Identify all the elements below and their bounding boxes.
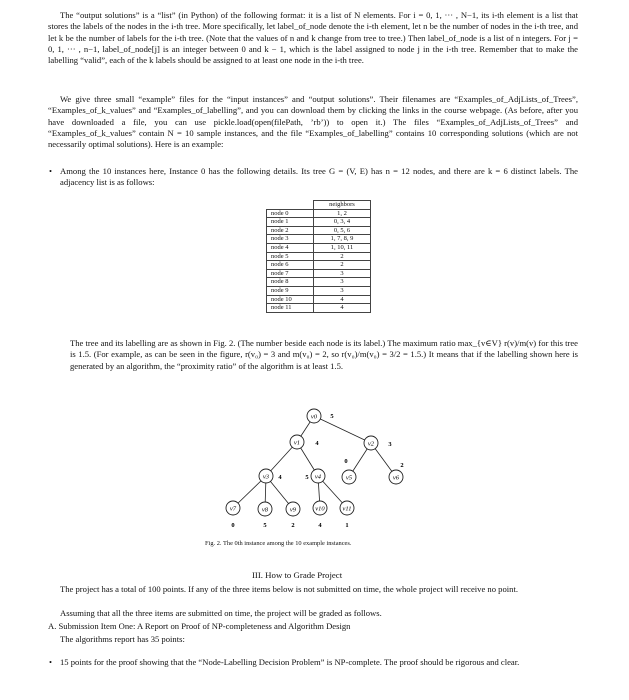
paragraph-grading [48,584,578,595]
paragraph-text: The algorithms report has 35 points: [60,634,185,644]
table-cell-neighbors: 0, 5, 6 [314,226,371,235]
table-cell-node: node 4 [267,243,314,252]
tree-node-name: v9 [289,506,297,514]
tree-node-name: v4 [314,473,322,481]
table-cell-node: node 3 [267,235,314,244]
table-cell-neighbors: 1, 7, 8, 9 [314,235,371,244]
table-cell-node: node 9 [267,286,314,295]
tree-node-name: v10 [315,505,325,513]
table-cell-neighbors: 3 [314,278,371,287]
tree-node-name: v11 [342,505,352,513]
tree-node-label: 4 [315,440,319,447]
table-cell-node: node 0 [267,209,314,218]
tree-edge [314,416,371,443]
table-cell-neighbors: 1, 2 [314,209,371,218]
tree-node-name: v0 [310,413,318,421]
table-cell-node: node 5 [267,252,314,261]
section-heading: III. How to Grade Project [252,570,343,580]
paragraph-text: The project has a total of 100 points. If any of the three items below is not submitted on time, the whole project will receive no point. [60,584,518,594]
table-cell-neighbors: 3 [314,269,371,278]
paragraph-text: Assuming that all the three items are submitted on time, the project will be graded as follows. [60,608,382,618]
table-cell-node: node 10 [267,295,314,304]
bullet-icon: • [49,166,53,176]
tree-node-label: 5 [263,522,267,529]
tree-node-label: 5 [330,413,334,420]
table-cell-neighbors: 4 [314,295,371,304]
table-cell-neighbors: 2 [314,252,371,261]
tree-node-label: 0 [344,458,348,465]
table-cell-neighbors: 0, 3, 4 [314,218,371,227]
tree-node-name: v1 [293,439,301,447]
tree-node-label: 4 [318,522,322,529]
tree-node-label: 3 [388,441,392,448]
tree-node-name: v8 [261,506,269,514]
table-cell-neighbors: 4 [314,304,371,313]
paragraph-report-points [48,634,578,645]
tree-node-label: 1 [345,522,349,529]
bullet-icon: • [49,657,53,667]
table-cell-node: node 7 [267,269,314,278]
table-cell-neighbors: 2 [314,261,371,270]
table-cell-node: node 2 [267,226,314,235]
tree-node-label: 5 [305,474,309,481]
paragraph-text: We give three small “example” files for the “input instances” and “output solutions”. Their filenames are “Examples_of_AdjLists_of_Trees”, “Examples_of_k_values” and “Examples_of_labelling”, and you can download them by clicking the links in the course webpage. (As before, after you have downloaded a file, you can use pickle.load(open(filePath, ’rb’)) to open it.) The files “Examples_of_AdjLists_of_Trees” and “Examples_of_k_values” contain N = 10 sample instances, and the file “Examples_of_labelling” contains 10 corresponding solutions (which are not necessarily optimal solutions). Here is an example: [48,94,578,150]
subsection-heading: A. Submission Item One: A Report on Proof of NP-completeness and Algorithm Design [48,621,351,631]
tree-node-label: 2 [400,462,404,469]
tree-node-name: v3 [262,473,270,481]
tree-node-label: 2 [291,522,295,529]
paragraph-text: The “output solutions” is a “list” (in Python) of the following format: it is a list of N elements. For i = 0, 1, ··· , N−1, its i-th element is a list that stores the labels of the nodes in the i-th tree. More specifically, let label_of_node denote the i-th element, let n be the number of nodes in the i-th tree, and let k be the number of labels for the i-th tree. (Note that the values of n and k change from tree to tree.) Then label_of_node is a list of n integers. For j = 0, 1, ··· , n−1, label_of_node[j] is an integer between 0 and k − 1, which is the label assigned to node j in the i-th tree. Remember that to make the labelling “valid”, each of the k labels should be assigned to at least one node in the i-th tree. [48,10,578,66]
tree-node-name: v7 [229,505,237,513]
table-cell-node: node 1 [267,218,314,227]
tree-node-label: 4 [278,474,282,481]
table-cell-node: node 6 [267,261,314,270]
paragraph-assuming [48,608,578,619]
table-cell-node: node 8 [267,278,314,287]
table-cell-neighbors: 3 [314,286,371,295]
paragraph-text: The tree and its labelling are as shown in Fig. 2. (The number beside each node is its label.) The maximum ratio max_{v∈V} r(v)/m(v) for this tree is 1.5. (For example, as can be seen in the figure, r(v₀) = 3 and m(v₀) = 2, so r(v₀)/m(v₀) = 3/2 = 1.5.) It means that if the labelling shown here is generated by an algorithm, the “proximity ratio” of the algorithm is at least 1.5. [70,338,578,371]
bullet-text: 15 points for the proof showing that the “Node-Labelling Decision Problem” is NP-complete. The proof should be rigorous and clear. [60,657,520,667]
table-cell-neighbors: 1, 10, 11 [314,243,371,252]
table-header-neighbors: neighbors [314,201,371,210]
tree-node-name: v5 [345,474,353,482]
tree-node-label: 0 [231,522,235,529]
tree-node-name: v6 [392,474,400,482]
tree-node-name: v2 [367,440,375,448]
table-cell-node: node 11 [267,304,314,313]
bullet-text: Among the 10 instances here, Instance 0 has the following details. Its tree G = (V, E) has n = 12 nodes, and there are k = 6 distinct labels. The adjacency list is as follows: [60,166,578,188]
bullet-np-proof [49,657,578,668]
figure-caption: Fig. 2. The 0th instance among the 10 example instances. [205,540,352,547]
